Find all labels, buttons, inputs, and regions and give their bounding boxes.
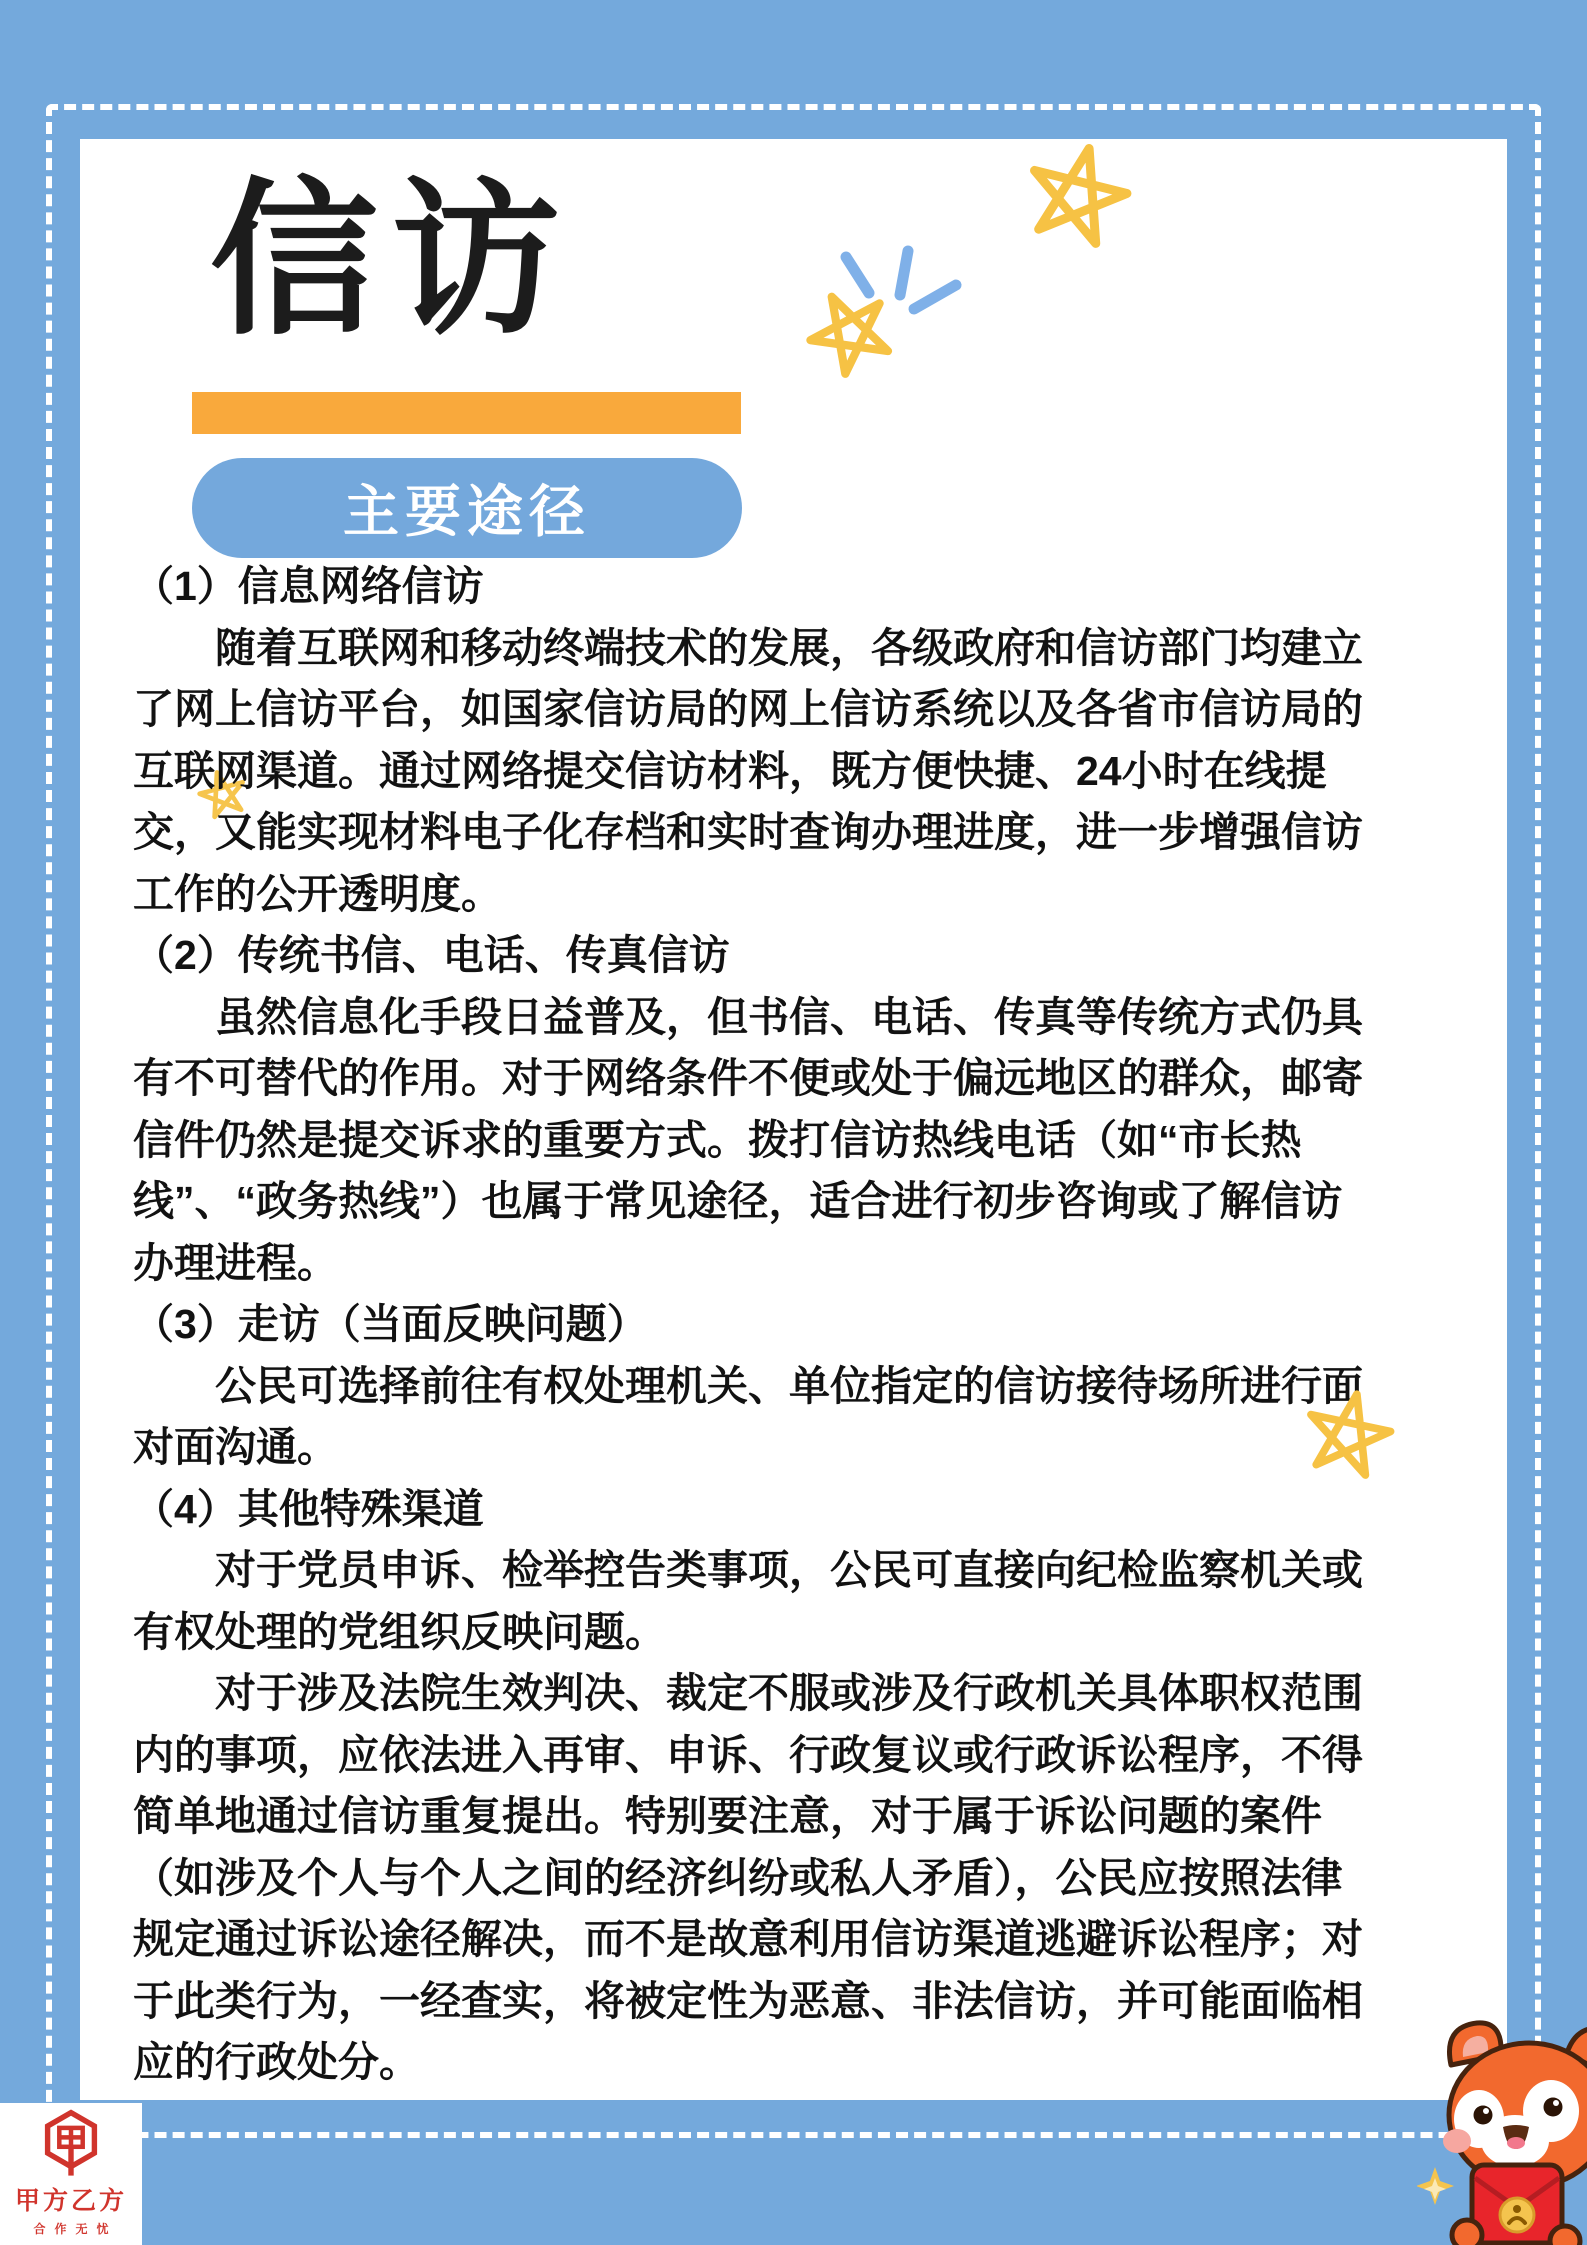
- section-badge-label: 主要途径: [343, 480, 591, 543]
- hexagon-emblem-icon: [35, 2109, 107, 2186]
- section-4-paragraph-2: 对于涉及法院生效判决、裁定不服或涉及行政机关具体职权范围内的事项，应依法进入再审、申诉、行政复议或行政诉讼程序，不得简单地通过信访重复提出。特别要注意，对于属于诉讼问题的案件（如涉及个人与个人之间的经济纠纷或私人矛盾），公民应按照法律规定通过诉讼途径解决，而不是故意利用信访渠道逃避诉讼程序；对于此类行为，一经查实，将被定性为恶意、非法信访，并可能面临相应的行政处分。: [133, 1670, 1363, 2085]
- body-text: [133, 556, 1379, 2094]
- sparkle-rays-icon: [838, 243, 965, 321]
- title-underline-bar: [192, 392, 741, 434]
- brand-slogan: 合作无忧: [33, 2221, 118, 2236]
- brand-name: 甲方乙方: [14, 2187, 127, 2215]
- section-3-heading: （3）走访（当面反映问题）: [133, 1301, 648, 1347]
- section-badge: [192, 458, 742, 558]
- section-4-heading: （4）其他特殊渠道: [133, 1485, 484, 1532]
- section-4-paragraph-1: 对于党员申诉、检举控告类事项，公民可直接向纪检监察机关或有权处理的党组织反映问题。: [133, 1547, 1363, 1655]
- star-doodle-icon: [1285, 1373, 1411, 1499]
- section-2-heading: （2）传统书信、电话、传真信访: [133, 932, 730, 978]
- page-title: 信访: [210, 166, 574, 354]
- section-1-paragraph: 随着互联网和移动终端技术的发展，各级政府和信访部门均建立了网上信访平台，如国家信访局的网上信访系统以及各省市信访局的互联网渠道。通过网络提交信访材料，既方便快捷、24小时在线提交，又能实现材料电子化存档和实时查询办理进度，进一步增强信访工作的公开透明度。: [133, 624, 1363, 917]
- brand-logo-box: [0, 2103, 142, 2245]
- section-1-heading: （1）信息网络信访: [133, 563, 484, 609]
- section-2-paragraph: 虽然信息化手段日益普及，但书信、电话、传真等传统方式仍具有不可替代的作用。对于网络条件不便或处于偏远地区的群众，邮寄信件仍然是提交诉求的重要方式。拨打信访热线电话（如“市长热线”、“政务热线”）也属于常见途径，适合进行初步咨询或了解信访办理进程。: [133, 993, 1363, 1286]
- section-3-paragraph: 公民可选择前往有权处理机关、单位指定的信访接待场所进行面对面沟通。: [133, 1362, 1363, 1470]
- red-panda-mascot-icon: [1417, 2015, 1587, 2245]
